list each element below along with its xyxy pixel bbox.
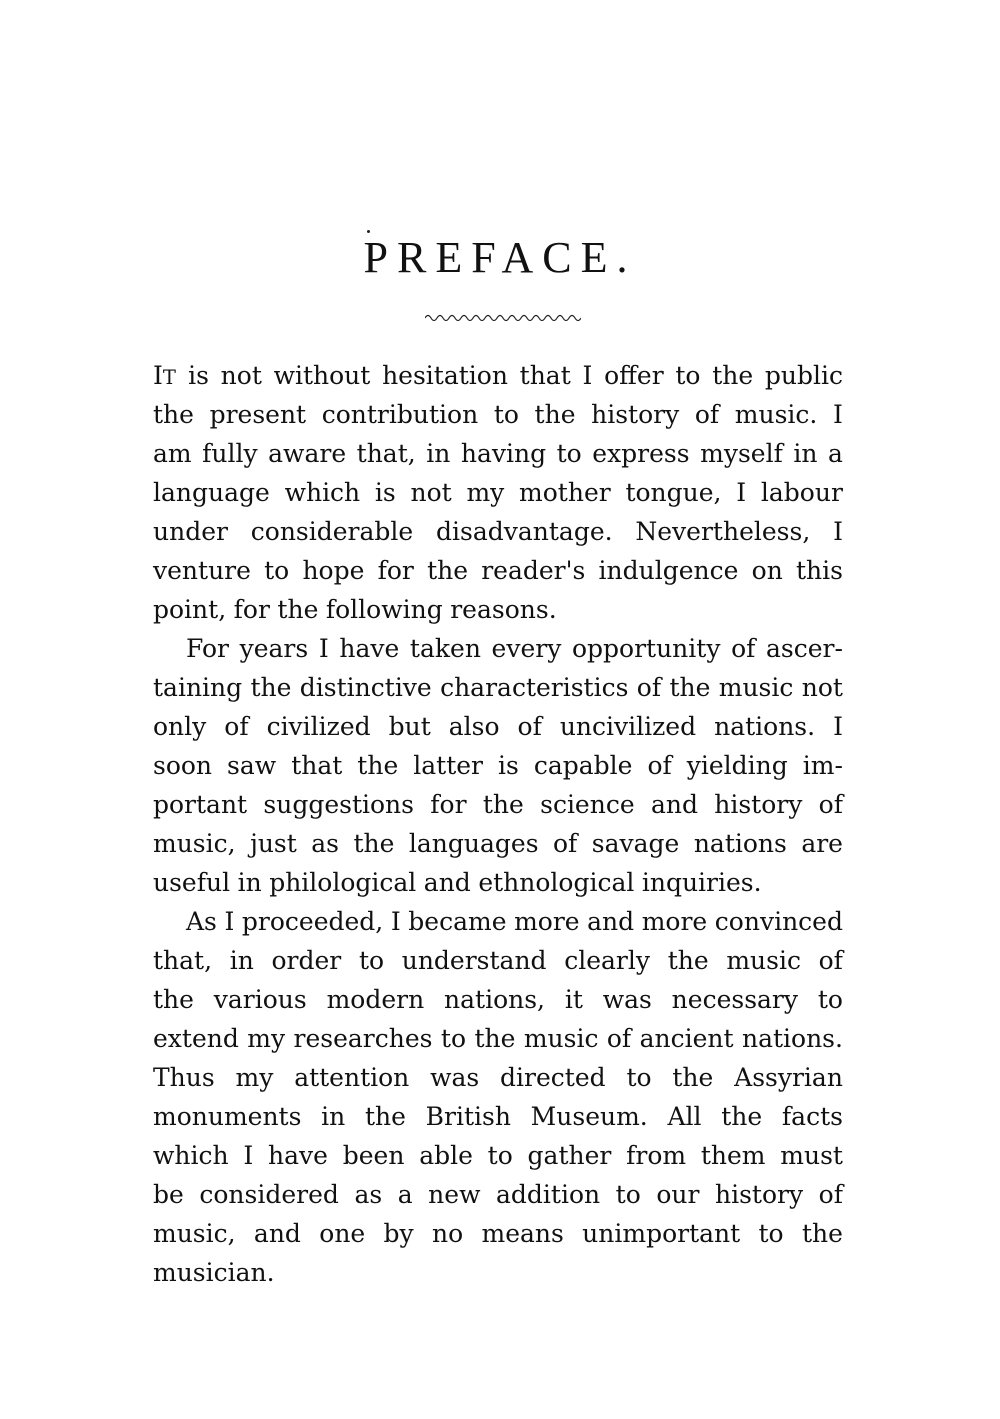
word: not <box>410 478 452 507</box>
word: public <box>764 361 843 390</box>
word: to <box>556 439 582 468</box>
word: the <box>153 985 194 1014</box>
word: offer <box>604 361 664 390</box>
word: Thus <box>153 1063 215 1092</box>
word: necessary <box>671 985 799 1014</box>
word: by <box>383 1219 414 1248</box>
word: clearly <box>564 946 651 975</box>
word: our <box>656 1180 700 1209</box>
word: languages <box>408 829 539 858</box>
word: the <box>669 673 711 702</box>
word: of <box>818 946 843 975</box>
word: to <box>675 361 701 390</box>
word: I <box>390 907 401 936</box>
word: to <box>440 1024 467 1053</box>
word: was <box>602 985 652 1014</box>
word: have <box>339 634 400 663</box>
word: various <box>213 985 307 1014</box>
word: I <box>318 634 329 663</box>
word: that, <box>356 439 416 468</box>
word: to <box>626 1063 652 1092</box>
word: uncivilized <box>559 712 697 741</box>
text-line <box>153 707 843 746</box>
text-line <box>153 629 843 668</box>
word: in <box>237 868 262 897</box>
word: indulgence <box>598 556 739 585</box>
text-line <box>153 785 843 824</box>
word: researches <box>293 1024 433 1053</box>
word: the <box>474 1024 516 1053</box>
word: disadvantage. <box>436 517 613 546</box>
word: characteristics <box>440 673 629 702</box>
word: taken <box>409 634 481 663</box>
word: of <box>647 751 672 780</box>
word: understand <box>401 946 547 975</box>
word: and <box>253 1219 301 1248</box>
word: every <box>491 634 562 663</box>
word: more <box>641 907 708 936</box>
word: saw <box>227 751 277 780</box>
word: them <box>700 1141 766 1170</box>
word: addition <box>496 1180 601 1209</box>
word: myself <box>700 439 783 468</box>
word: this <box>796 556 843 585</box>
word: nations <box>693 829 787 858</box>
word: and <box>587 907 635 936</box>
page-title: PREFACE. <box>363 233 637 282</box>
word: and <box>650 790 698 819</box>
word: point, <box>153 595 227 624</box>
word: I <box>833 517 843 546</box>
word: order <box>271 946 342 975</box>
word: in <box>793 439 818 468</box>
word: without <box>273 361 371 390</box>
word: reasons. <box>450 595 557 624</box>
word: of <box>731 634 756 663</box>
word: that, <box>153 946 213 975</box>
word: ascer- <box>766 634 843 663</box>
word: which <box>284 478 361 507</box>
word: hesitation <box>382 361 508 390</box>
word: history <box>714 1180 804 1209</box>
text-line <box>153 1058 843 1097</box>
word: contribution <box>321 400 479 429</box>
word: attention <box>294 1063 410 1092</box>
word: having <box>460 439 547 468</box>
word: nations. <box>714 712 816 741</box>
word: for <box>377 556 414 585</box>
paragraph-2 <box>153 629 843 902</box>
word: from <box>626 1141 687 1170</box>
text-line <box>153 941 843 980</box>
word: that <box>291 751 343 780</box>
word: the <box>672 1063 714 1092</box>
text-line <box>153 1019 843 1058</box>
word: music. <box>734 400 818 429</box>
word: I <box>736 478 747 507</box>
word: no <box>432 1219 464 1248</box>
word: and <box>423 868 471 897</box>
word: science <box>540 790 635 819</box>
word: I <box>833 400 843 429</box>
word: venture <box>153 556 251 585</box>
word: the <box>534 400 576 429</box>
preface-body <box>153 356 843 1292</box>
text-line <box>153 824 843 863</box>
text-line <box>153 473 843 512</box>
word: useful <box>153 868 231 897</box>
paragraph-1 <box>153 356 843 629</box>
word: to <box>615 1180 641 1209</box>
word: following <box>325 595 443 624</box>
word: music <box>523 1024 599 1053</box>
word: in <box>321 1102 346 1131</box>
word: Assyrian <box>734 1063 843 1092</box>
word: gather <box>527 1141 612 1170</box>
word: the <box>153 400 194 429</box>
word: the <box>721 1102 763 1131</box>
word: that <box>519 361 571 390</box>
word: savage <box>591 829 680 858</box>
word: under <box>153 517 228 546</box>
word: the <box>353 829 395 858</box>
word: a <box>397 1180 413 1209</box>
word: capable <box>533 751 633 780</box>
text-line <box>153 434 843 473</box>
text-line <box>153 1253 843 1292</box>
word: facts <box>781 1102 843 1131</box>
word: musician. <box>153 1258 275 1287</box>
wavy-rule-ornament <box>425 312 581 324</box>
word: All <box>667 1102 702 1131</box>
word: is <box>374 478 396 507</box>
word: of <box>606 1024 632 1053</box>
word: soon <box>153 751 213 780</box>
word: monuments <box>153 1102 302 1131</box>
word: extend <box>153 1024 239 1053</box>
word: was <box>430 1063 480 1092</box>
word: I <box>243 1141 254 1170</box>
word: unimportant <box>582 1219 741 1248</box>
word: years <box>239 634 309 663</box>
word: the <box>364 1102 406 1131</box>
word: only <box>153 712 207 741</box>
word: in <box>229 946 254 975</box>
word: language <box>153 478 270 507</box>
word: it <box>564 985 583 1014</box>
word: music <box>718 673 794 702</box>
word: be <box>153 1180 184 1209</box>
word: is <box>188 361 209 390</box>
word: of <box>694 400 720 429</box>
word: my <box>466 478 505 507</box>
word: ancient <box>639 1024 734 1053</box>
word: new <box>428 1180 481 1209</box>
text-line <box>153 863 843 902</box>
text-line <box>153 356 843 395</box>
text-line <box>153 1175 843 1214</box>
word: latter <box>413 751 483 780</box>
word: not <box>220 361 262 390</box>
word: just <box>250 829 297 858</box>
word: civilized <box>266 712 371 741</box>
word: to <box>817 985 843 1014</box>
word: im- <box>802 751 843 780</box>
word: of <box>818 790 843 819</box>
word: I <box>582 361 593 390</box>
word: inquiries. <box>641 868 762 897</box>
word: also <box>448 712 500 741</box>
word: as <box>311 829 339 858</box>
word: the <box>250 673 292 702</box>
word: express <box>592 439 690 468</box>
word: means <box>481 1219 564 1248</box>
word: not <box>801 673 843 702</box>
word: history <box>714 790 803 819</box>
word: the <box>357 751 399 780</box>
text-line <box>153 668 843 707</box>
word: have <box>268 1141 328 1170</box>
word: in <box>426 439 451 468</box>
word: convinced <box>714 907 843 936</box>
word: the <box>801 1219 843 1248</box>
word: aware <box>268 439 347 468</box>
word: For <box>186 634 229 663</box>
word: distinctive <box>299 673 432 702</box>
word: to <box>758 1219 784 1248</box>
word: of <box>553 829 578 858</box>
word: to <box>358 946 385 975</box>
word: modern <box>326 985 425 1014</box>
word: the <box>277 595 319 624</box>
word: Museum. <box>530 1102 648 1131</box>
word: considered <box>199 1180 339 1209</box>
text-line <box>153 902 843 941</box>
word: must <box>780 1141 843 1170</box>
word: proceeded, <box>241 907 384 936</box>
text-line <box>153 512 843 551</box>
word: as <box>354 1180 383 1209</box>
word: philological <box>269 868 417 897</box>
word: nations, <box>444 985 545 1014</box>
word: portant <box>153 790 248 819</box>
word: are <box>801 829 843 858</box>
word: on <box>751 556 783 585</box>
word: for <box>430 790 467 819</box>
word: labour <box>760 478 843 507</box>
word: directed <box>500 1063 606 1092</box>
word: tongue, <box>625 478 722 507</box>
word: my <box>247 1024 286 1053</box>
word: been <box>342 1141 405 1170</box>
text-line <box>153 1214 843 1253</box>
text-line <box>153 980 843 1019</box>
word: am <box>153 439 192 468</box>
word: hope <box>302 556 365 585</box>
word: present <box>209 400 307 429</box>
word: I <box>224 907 235 936</box>
text-line <box>153 1136 843 1175</box>
word: more <box>514 907 580 936</box>
text-line <box>153 395 843 434</box>
word: to <box>493 400 519 429</box>
word: the <box>667 946 709 975</box>
word: but <box>388 712 431 741</box>
word: taining <box>153 673 243 702</box>
text-line <box>153 551 843 590</box>
word: one <box>319 1219 366 1248</box>
word: able <box>419 1141 473 1170</box>
word: a <box>828 439 843 468</box>
word: my <box>235 1063 274 1092</box>
word: opportunity <box>571 634 721 663</box>
word: music, <box>153 1219 236 1248</box>
text-line <box>153 590 843 629</box>
word: mother <box>519 478 611 507</box>
word: British <box>425 1102 511 1131</box>
text-line <box>153 1097 843 1136</box>
word: fully <box>202 439 258 468</box>
word: As <box>186 907 217 936</box>
word: reader's <box>481 556 586 585</box>
word: became <box>408 907 507 936</box>
word: ethnological <box>478 868 635 897</box>
word: music, <box>153 829 236 858</box>
word: history <box>591 400 680 429</box>
word: suggestions <box>263 790 414 819</box>
word: IT <box>153 361 177 390</box>
word: of <box>517 712 542 741</box>
word: the <box>482 790 524 819</box>
word: is <box>498 751 519 780</box>
word: which <box>153 1141 229 1170</box>
word: to <box>264 556 290 585</box>
word: considerable <box>250 517 414 546</box>
word: of <box>636 673 662 702</box>
word: to <box>487 1141 513 1170</box>
word: for <box>233 595 270 624</box>
word: nations. <box>741 1024 843 1053</box>
word: the <box>427 556 469 585</box>
word: of <box>224 712 249 741</box>
word: music <box>726 946 801 975</box>
word: I <box>833 712 843 741</box>
word: the <box>712 361 754 390</box>
paragraph-3 <box>153 902 843 1292</box>
text-line <box>153 746 843 785</box>
word: Nevertheless, <box>635 517 811 546</box>
word: yielding <box>686 751 788 780</box>
word: of <box>818 1180 843 1209</box>
